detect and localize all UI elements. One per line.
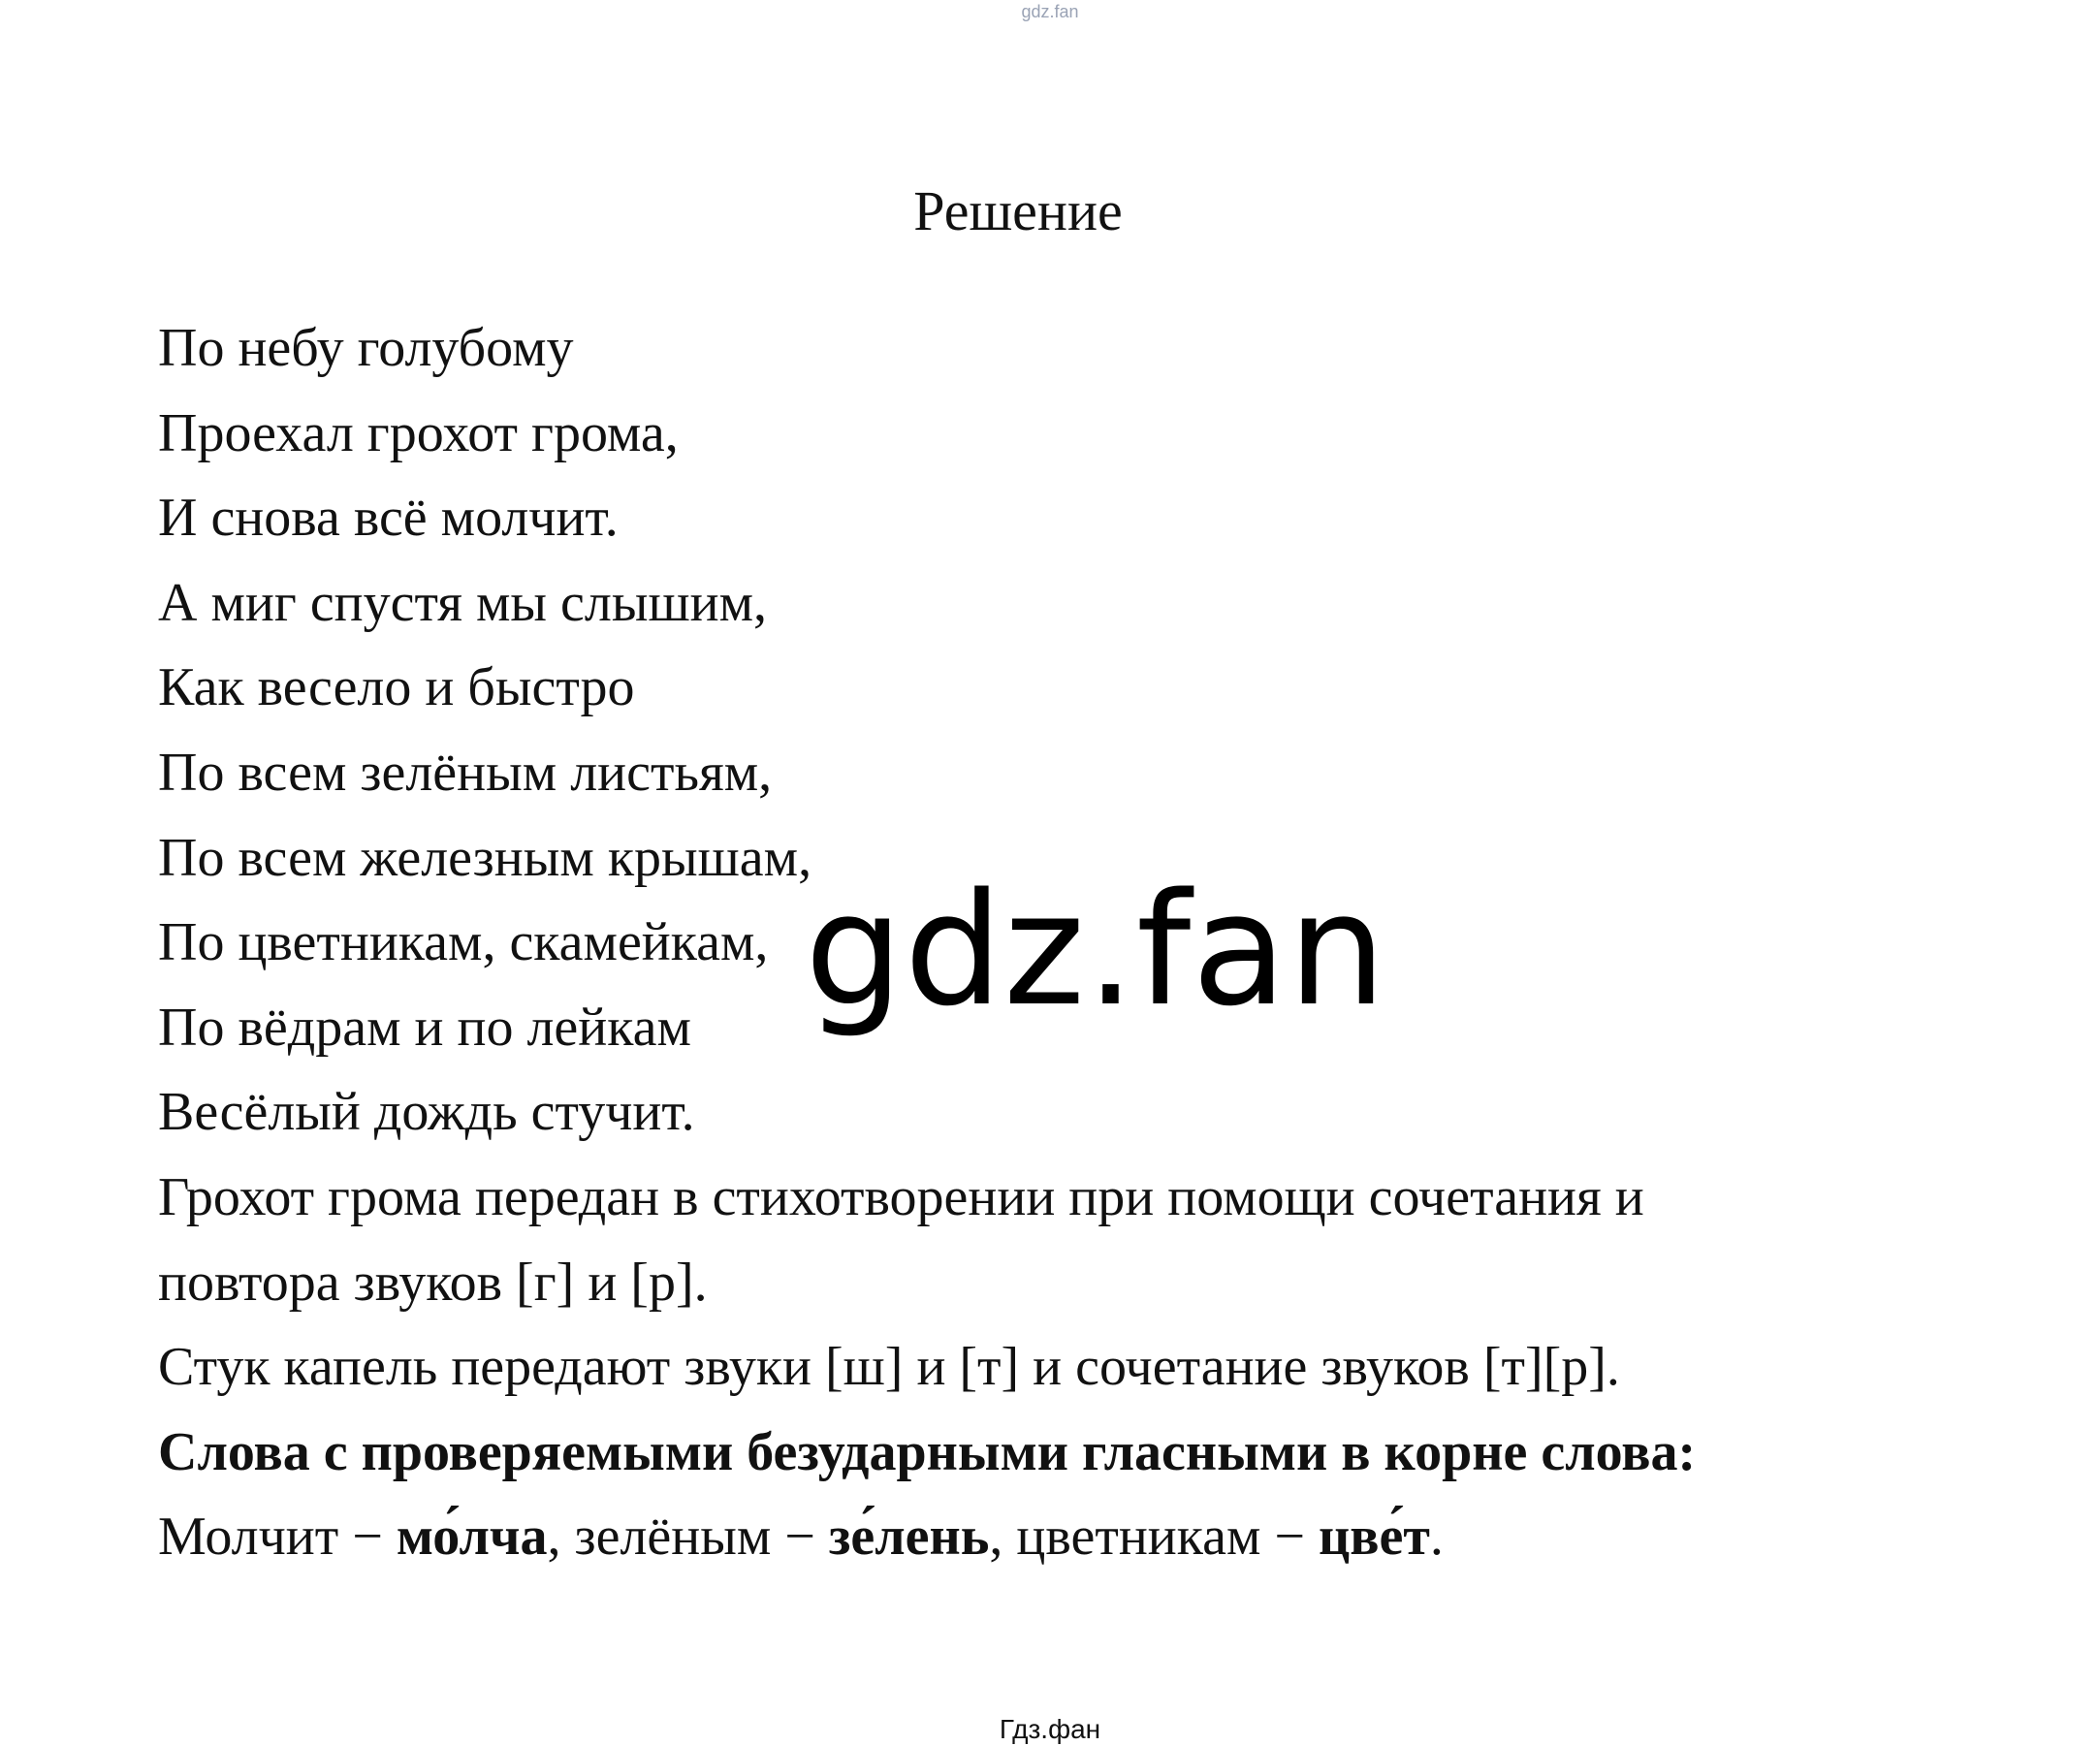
poem-line: Проехал грохот грома, — [158, 402, 679, 463]
check-word: мо́лча — [396, 1507, 548, 1568]
dash: − — [771, 1507, 829, 1568]
check-word: зе́лень — [828, 1507, 990, 1568]
check-word: цве́т — [1319, 1507, 1430, 1568]
section-title: Слова с проверяемыми безударными гласными в корне слова: — [158, 1421, 1697, 1482]
explanation-line: повтора звуков [г] и [р]. — [158, 1252, 708, 1313]
explanation-line: Грохот грома передан в стихотворении при помощи сочетания и — [158, 1166, 1644, 1227]
poem-line: А миг спустя мы слышим, — [158, 572, 768, 633]
poem-line: Весёлый дождь стучит. — [158, 1082, 695, 1143]
poem-line: По небу голубому — [158, 318, 574, 378]
period: . — [1429, 1507, 1444, 1568]
example-word: , цветникам — [989, 1507, 1261, 1568]
dash: − — [1260, 1507, 1319, 1568]
dash: − — [338, 1507, 397, 1568]
poem-line: Как весело и быстро — [158, 657, 635, 718]
poem-line: По всем железным крышам, — [158, 827, 812, 888]
poem-line: По всем зелёным листьям, — [158, 742, 773, 803]
example-word: , зелёным — [547, 1507, 772, 1568]
poem-line: По цветникам, скамейкам, — [158, 912, 769, 973]
top-watermark: gdz.fan — [1021, 2, 1079, 21]
poem-line: По вёдрам и по лейкам — [158, 997, 691, 1058]
page-title: Решение — [913, 179, 1123, 242]
poem-line: И снова всё молчит. — [158, 488, 619, 549]
watermark-logo: gdz.fan — [805, 859, 1387, 1040]
footer-text: Гдз.фан — [999, 1714, 1101, 1744]
example-word: Молчит — [158, 1507, 339, 1568]
examples-line — [158, 1495, 2049, 1580]
explanation-line: Стук капель передают звуки [ш] и [т] и сочетание звуков [т][р]. — [158, 1337, 1620, 1398]
